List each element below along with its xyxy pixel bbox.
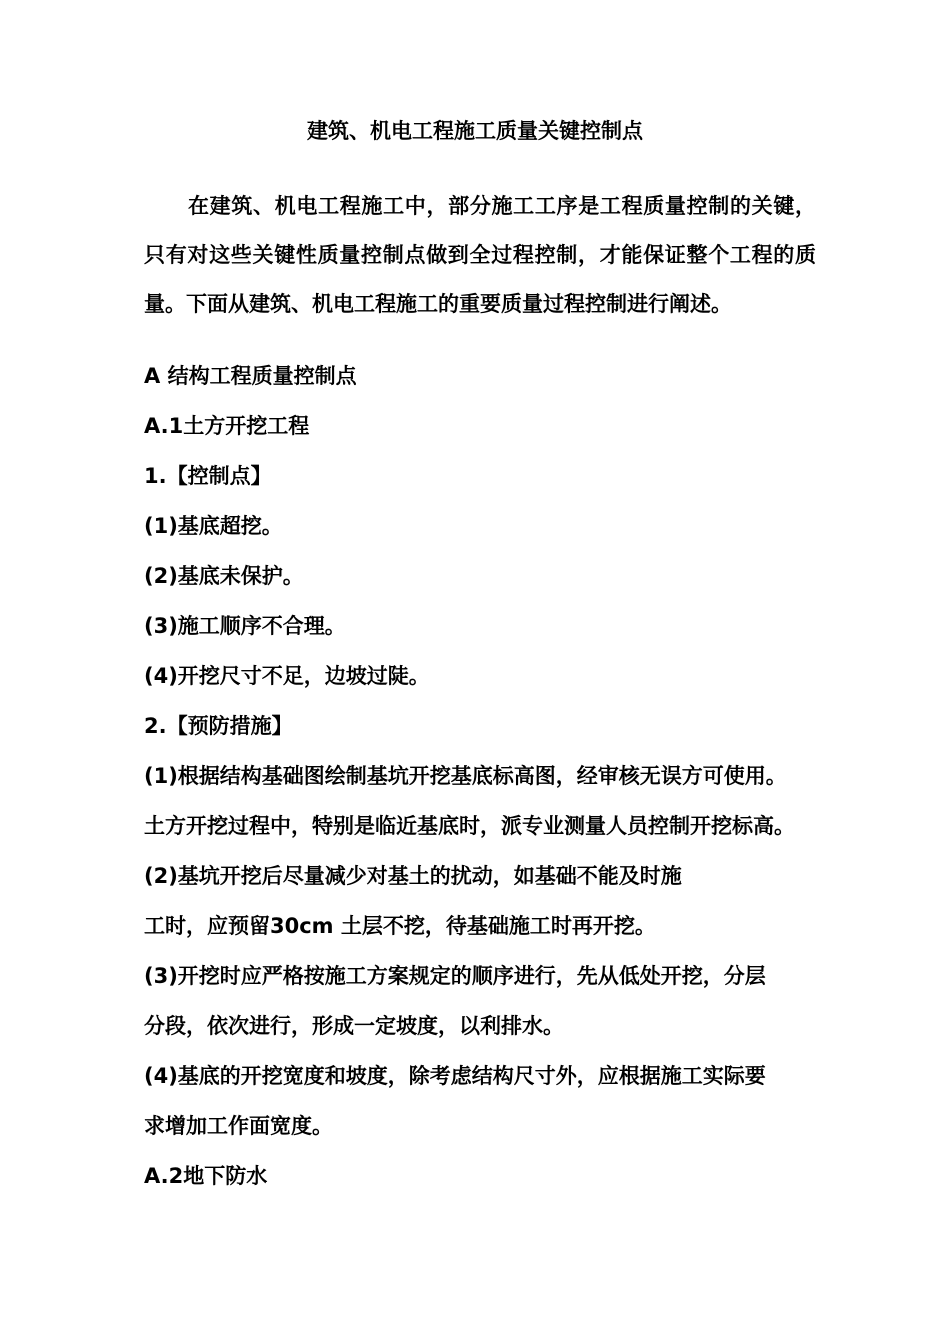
control-point-item: (4)开挖尺寸不足，边坡过陡。	[144, 664, 430, 688]
prevention-text-line: (1)根据结构基础图绘制基坑开挖基底标高图，经审核无误方可使用。	[144, 764, 787, 788]
prevention-text-line: 分段，依次进行，形成一定坡度，以利排水。	[144, 1014, 564, 1038]
prevention-text-line: (3)开挖时应严格按施工方案规定的顺序进行，先从低处开挖，分层	[144, 964, 766, 988]
prevention-heading: 2.【预防措施】	[144, 714, 293, 738]
prevention-text-line: 求增加工作面宽度。	[144, 1114, 333, 1138]
prevention-text-line: (4)基底的开挖宽度和坡度，除考虑结构尺寸外，应根据施工实际要	[144, 1064, 766, 1088]
control-point-item: (3)施工顺序不合理。	[144, 614, 346, 638]
subsection-heading-a2: A.2地下防水	[144, 1164, 268, 1188]
control-point-item: (1)基底超挖。	[144, 514, 283, 538]
prevention-text-line: (2)基坑开挖后尽量减少对基土的扰动，如基础不能及时施	[144, 864, 682, 888]
subsection-heading-a1: A.1土方开挖工程	[144, 414, 310, 438]
document-title: 建筑、机电工程施工质量关键控制点	[307, 119, 643, 143]
intro-paragraph: 在建筑、机电工程施工中，部分施工工序是工程质量控制的关键，只有对这些关键性质量控制点做到全过程控制，才能保证整个工程的质量。下面从建筑、机电工程施工的重要质量过程控制进行阐述。	[144, 194, 816, 316]
section-heading-a: A 结构工程质量控制点	[144, 364, 357, 388]
control-points-heading: 1.【控制点】	[144, 464, 272, 488]
prevention-text-line: 工时，应预留30cm 土层不挖，待基础施工时再开挖。	[144, 914, 656, 938]
prevention-text-line: 土方开挖过程中，特别是临近基底时，派专业测量人员控制开挖标高。	[144, 814, 795, 838]
control-point-item: (2)基底未保护。	[144, 564, 304, 588]
